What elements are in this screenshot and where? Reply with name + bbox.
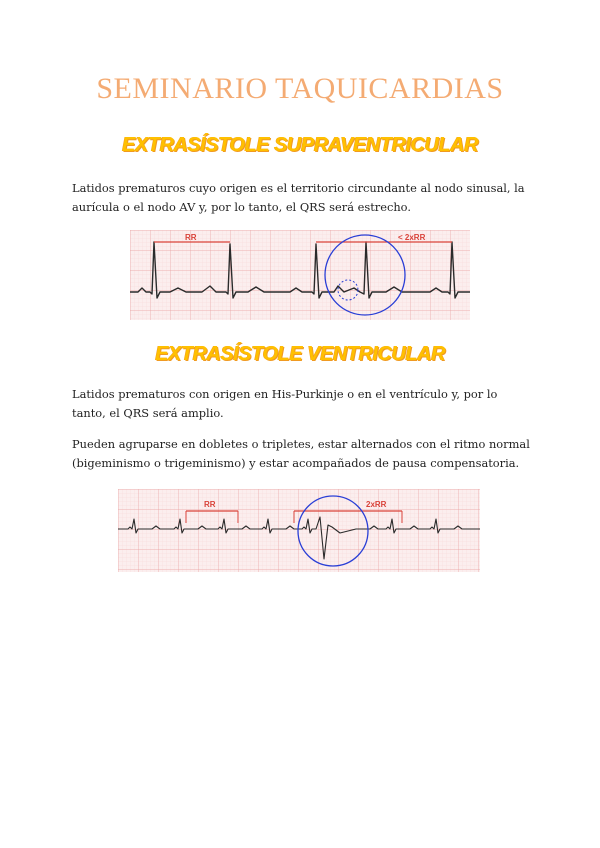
- two-rr-label: 2xRR: [366, 500, 387, 509]
- paragraph-ventricular-origin: Latidos prematuros con origen en His-Purkinje o en el ventrículo y, por lo tanto, el QRS será amplio.: [72, 387, 498, 420]
- less-than-2rr-label: < 2xRR: [398, 233, 426, 242]
- ecg-supraventricular-figure: [130, 230, 470, 320]
- section-heading-supraventricular: EXTRASÍSTOLE SUPRAVENTRICULAR: [122, 134, 478, 156]
- paragraph-ventricular-grouping: Pueden agruparse en dobletes o tripletes, estar alternados con el ritmo normal (bigeminismo o trigeminismo) y estar acompañados de pausa compensatoria.: [72, 437, 530, 470]
- paragraph-supraventricular: Latidos prematuros cuyo origen es el territorio circundante al nodo sinusal, la aurícula o el nodo AV y, por lo tanto, el QRS será estrecho.: [72, 181, 525, 214]
- page-title: SEMINARIO TAQUICARDIAS: [96, 72, 504, 105]
- rr-label: RR: [185, 233, 197, 242]
- rr-label: RR: [204, 500, 216, 509]
- section-heading-ventricular: EXTRASÍSTOLE VENTRICULAR: [155, 343, 445, 365]
- ecg-ventricular-figure: [118, 489, 480, 572]
